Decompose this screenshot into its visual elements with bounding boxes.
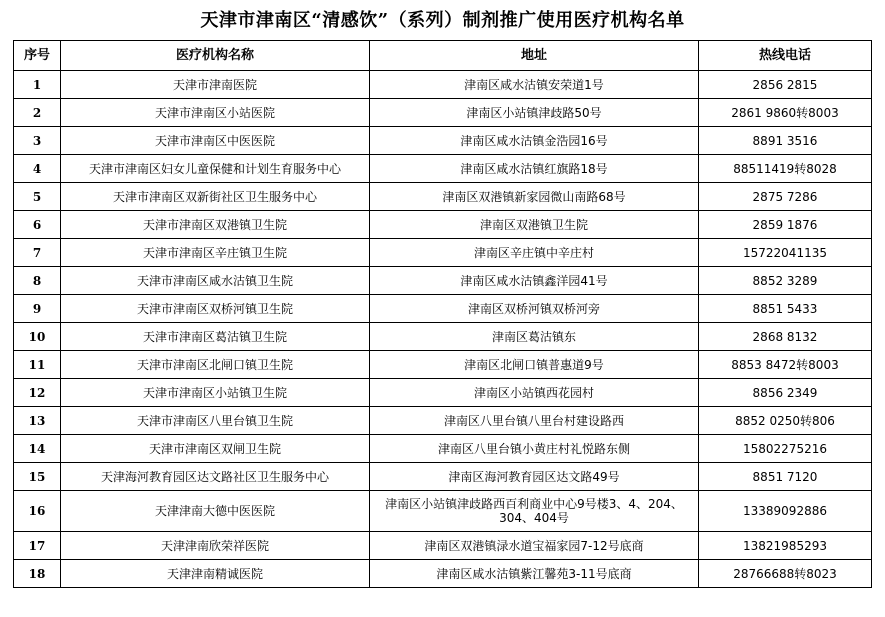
institution-name-cell: 天津津南大德中医医院 — [61, 491, 370, 532]
row-index-cell: 6 — [14, 211, 61, 239]
hotline-cell: 2859 1876 — [699, 211, 872, 239]
table-row — [14, 351, 872, 379]
medical-institution-table — [13, 40, 872, 588]
table-row — [14, 183, 872, 211]
hotline-cell: 2875 7286 — [699, 183, 872, 211]
row-index-cell: 9 — [14, 295, 61, 323]
institution-name-cell: 天津市津南区妇女儿童保健和计划生育服务中心 — [61, 155, 370, 183]
institution-name-cell: 天津市津南区北闸口镇卫生院 — [61, 351, 370, 379]
table-row — [14, 532, 872, 560]
institution-name-cell: 天津市津南区双港镇卫生院 — [61, 211, 370, 239]
row-index-cell: 7 — [14, 239, 61, 267]
institution-name-cell: 天津市津南区双闸卫生院 — [61, 435, 370, 463]
institution-name-cell: 天津市津南区双新街社区卫生服务中心 — [61, 183, 370, 211]
table-row — [14, 99, 872, 127]
institution-name-cell: 天津津南精诚医院 — [61, 560, 370, 588]
hotline-cell: 13389092886 — [699, 491, 872, 532]
address-cell: 津南区八里台镇八里台村建设路西 — [370, 407, 699, 435]
table-row — [14, 239, 872, 267]
hotline-cell: 8891 3516 — [699, 127, 872, 155]
institution-name-cell: 天津市津南医院 — [61, 71, 370, 99]
row-index-cell: 17 — [14, 532, 61, 560]
address-cell: 津南区辛庄镇中辛庄村 — [370, 239, 699, 267]
row-index-cell: 11 — [14, 351, 61, 379]
hotline-cell: 88511419转8028 — [699, 155, 872, 183]
hotline-cell: 8853 8472转8003 — [699, 351, 872, 379]
address-cell: 津南区海河教育园区达文路49号 — [370, 463, 699, 491]
table-row — [14, 491, 872, 532]
address-cell: 津南区咸水沽镇安荣道1号 — [370, 71, 699, 99]
row-index-cell: 14 — [14, 435, 61, 463]
institution-name-cell: 天津海河教育园区达文路社区卫生服务中心 — [61, 463, 370, 491]
row-index-cell: 10 — [14, 323, 61, 351]
row-index-cell: 18 — [14, 560, 61, 588]
hotline-cell: 8852 0250转806 — [699, 407, 872, 435]
hotline-cell: 8852 3289 — [699, 267, 872, 295]
table-row — [14, 379, 872, 407]
hotline-cell: 2861 9860转8003 — [699, 99, 872, 127]
row-index-cell: 12 — [14, 379, 61, 407]
address-cell: 津南区双港镇渌水道宝福家园7-12号底商 — [370, 532, 699, 560]
address-cell: 津南区双港镇新家园微山南路68号 — [370, 183, 699, 211]
table-body — [14, 71, 872, 588]
header-name: 医疗机构名称 — [61, 41, 370, 71]
row-index-cell: 16 — [14, 491, 61, 532]
table-row — [14, 211, 872, 239]
address-cell: 津南区双桥河镇双桥河旁 — [370, 295, 699, 323]
institution-name-cell: 天津津南欣荣祥医院 — [61, 532, 370, 560]
row-index-cell: 13 — [14, 407, 61, 435]
row-index-cell: 2 — [14, 99, 61, 127]
table-row — [14, 435, 872, 463]
hotline-cell: 13821985293 — [699, 532, 872, 560]
address-cell: 津南区小站镇西花园村 — [370, 379, 699, 407]
table-row — [14, 71, 872, 99]
address-cell: 津南区小站镇津歧路西百利商业中心9号楼3、4、204、304、404号 — [370, 491, 699, 532]
institution-name-cell: 天津市津南区葛沽镇卫生院 — [61, 323, 370, 351]
document-title: 天津市津南区“清感饮”（系列）制剂推广使用医疗机构名单 — [200, 10, 685, 31]
table-row — [14, 560, 872, 588]
institution-name-cell: 天津市津南区小站医院 — [61, 99, 370, 127]
row-index-cell: 3 — [14, 127, 61, 155]
row-index-cell: 1 — [14, 71, 61, 99]
hotline-cell: 2868 8132 — [699, 323, 872, 351]
row-index-cell: 15 — [14, 463, 61, 491]
hotline-cell: 15722041135 — [699, 239, 872, 267]
header-address: 地址 — [370, 41, 699, 71]
hotline-cell: 8851 5433 — [699, 295, 872, 323]
hotline-cell: 2856 2815 — [699, 71, 872, 99]
institution-name-cell: 天津市津南区辛庄镇卫生院 — [61, 239, 370, 267]
hotline-cell: 8856 2349 — [699, 379, 872, 407]
row-index-cell: 8 — [14, 267, 61, 295]
row-index-cell: 4 — [14, 155, 61, 183]
hotline-cell: 28766688转8023 — [699, 560, 872, 588]
table-row — [14, 267, 872, 295]
address-cell: 津南区咸水沽镇鑫洋园41号 — [370, 267, 699, 295]
header-hotline: 热线电话 — [699, 41, 872, 71]
address-cell: 津南区双港镇卫生院 — [370, 211, 699, 239]
address-cell: 津南区咸水沽镇紫江馨苑3-11号底商 — [370, 560, 699, 588]
address-cell: 津南区咸水沽镇红旗路18号 — [370, 155, 699, 183]
address-cell: 津南区小站镇津歧路50号 — [370, 99, 699, 127]
table-row — [14, 407, 872, 435]
institution-name-cell: 天津市津南区双桥河镇卫生院 — [61, 295, 370, 323]
address-cell: 津南区八里台镇小黄庄村礼悦路东侧 — [370, 435, 699, 463]
hotline-cell: 15802275216 — [699, 435, 872, 463]
table-header-row — [14, 41, 872, 71]
table-row — [14, 127, 872, 155]
address-cell: 津南区北闸口镇普惠道9号 — [370, 351, 699, 379]
institution-name-cell: 天津市津南区八里台镇卫生院 — [61, 407, 370, 435]
institution-name-cell: 天津市津南区咸水沽镇卫生院 — [61, 267, 370, 295]
address-cell: 津南区葛沽镇东 — [370, 323, 699, 351]
address-cell: 津南区咸水沽镇金浩园16号 — [370, 127, 699, 155]
table-row — [14, 323, 872, 351]
table-row — [14, 295, 872, 323]
table-row — [14, 463, 872, 491]
table-row — [14, 155, 872, 183]
row-index-cell: 5 — [14, 183, 61, 211]
institution-name-cell: 天津市津南区中医医院 — [61, 127, 370, 155]
hotline-cell: 8851 7120 — [699, 463, 872, 491]
institution-name-cell: 天津市津南区小站镇卫生院 — [61, 379, 370, 407]
header-index: 序号 — [14, 41, 61, 71]
